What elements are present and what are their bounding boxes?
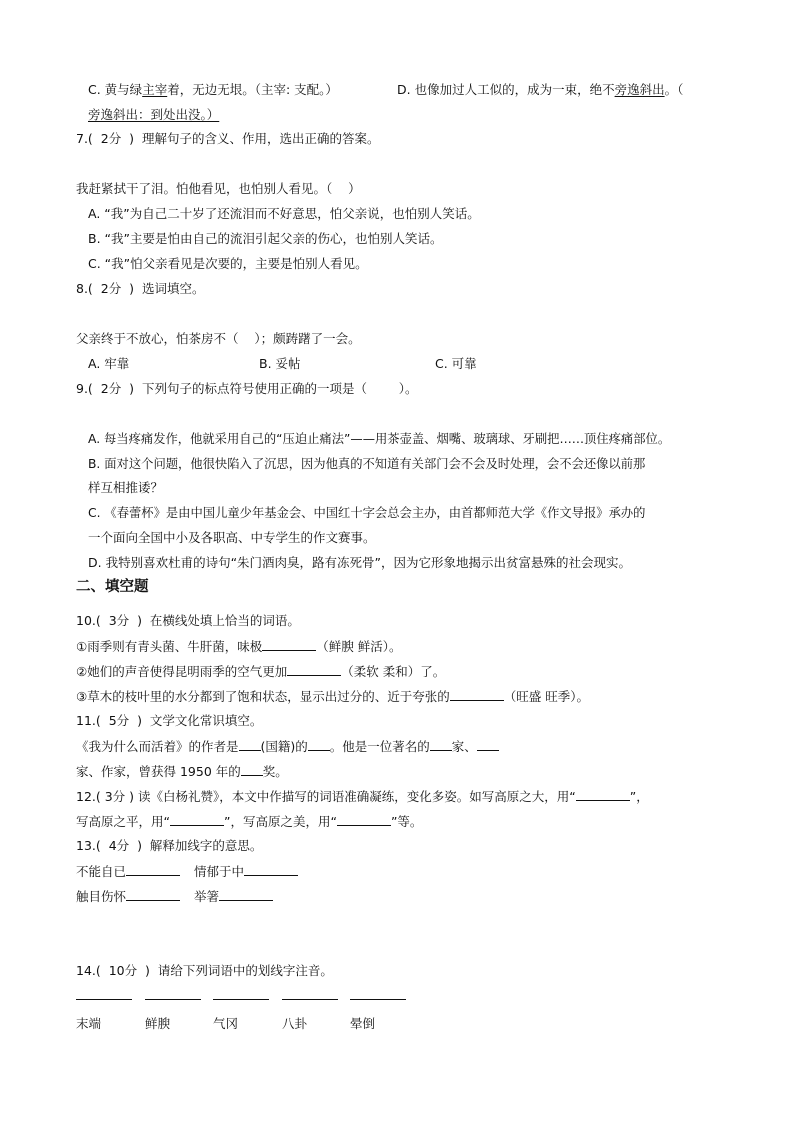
- q8-option-b: B. 妥帖: [259, 356, 301, 371]
- q11-line-2: 家、作家，曾获得 1950 年的 奖。: [76, 764, 288, 779]
- q14-pinyin-blank-2[interactable]: [145, 999, 201, 1000]
- section-fill-in-title: 二、填空题: [76, 579, 149, 595]
- q10-blank-2[interactable]: [287, 663, 341, 676]
- q11-blank-field-2[interactable]: [477, 738, 499, 751]
- q8-option-c: C. 可靠: [435, 356, 477, 371]
- q8-sentence: 父亲终于不放心，怕茶房不（ ）；颇踌躇了一会。: [76, 331, 361, 346]
- q10-item-3: ③草木的枝叶里的水分都到了饱和状态，显示出过分的、近于夸张的 （旺盛 旺季）。: [76, 689, 589, 704]
- q9-option-a: A. 每当疼痛发作，他就采用自己的“压迫止痛法”——用茶壶盖、烟嘴、玻璃球、牙刷把……顶住疼痛部位。: [88, 432, 671, 446]
- q13-blank-1[interactable]: [126, 863, 180, 876]
- q7-sentence: 我赶紧拭干了泪。怕他看见，也怕别人看见。（ ）: [76, 181, 361, 196]
- q10-item-2: ②她们的声音使得昆明雨季的空气更加 （柔软 柔和）了。: [76, 664, 446, 679]
- q6-option-c: C. 黄与绿主宰着，无边无垠。（主宰: 支配。）: [88, 82, 338, 97]
- q12-blank-2[interactable]: [170, 813, 224, 826]
- q11-blank-field-1[interactable]: [430, 738, 452, 751]
- q8-option-a: A. 牢靠: [88, 356, 130, 371]
- q9-option-c-continued: 一个面向全国中小及各职高、中专学生的作文赛事。: [88, 530, 376, 545]
- q10-blank-3[interactable]: [450, 688, 504, 701]
- q7-option-b: B. “我”主要是怕由自己的流泪引起父亲的伤心，也怕别人笑话。: [88, 231, 443, 246]
- q14-pinyin-blank-3[interactable]: [213, 999, 269, 1000]
- q12-stem: 12.( 3分 ) 读《白杨礼赞》，本文中作描写的词语准确凝练，变化多姿。如写高原之大，用“ ”，: [76, 789, 649, 804]
- q12-line-2: 写高原之平，用“ ”，写高原之美，用“ ”等。: [76, 814, 423, 829]
- q12-blank-3[interactable]: [337, 813, 391, 826]
- q14-pinyin-blank-1[interactable]: [76, 999, 132, 1000]
- q13-blank-3[interactable]: [126, 888, 180, 901]
- q14-word-3: 气冈: [213, 1016, 239, 1031]
- q7-stem: 7.( 2分 ) 理解句子的含义、作用，选出正确的答案。: [76, 131, 380, 146]
- q14-word-4: 八卦: [282, 1016, 308, 1031]
- q9-stem: 9.( 2分 ) 下列句子的标点符号使用正确的一项是（ ）。: [76, 381, 418, 396]
- q9-option-d: D. 我特别喜欢杜甫的诗句“朱门酒肉臭，路有冻死骨”，因为它形象地揭示出贫富悬殊的社会现实。: [88, 555, 632, 570]
- q14-word-5: 晕倒: [350, 1016, 376, 1031]
- q9-option-c: C. 《春蕾杯》是由中国儿童少年基金会、中国红十字会总会主办，由首都师范大学《作文导报》承办的: [88, 506, 646, 520]
- q14-word-1: 末端: [76, 1016, 102, 1031]
- q6-option-d: D. 也像加过人工似的，成为一束，绝不旁逸斜出。（: [397, 82, 684, 97]
- q13-stem: 13.( 4分 ) 解释加线字的意思。: [76, 838, 263, 853]
- q13-blank-2[interactable]: [244, 863, 298, 876]
- q9-option-b: B. 面对这个问题，他很快陷入了沉思，因为他真的不知道有关部门会不会及时处理，会不会还像以前那: [88, 457, 646, 471]
- q11-blank-prize[interactable]: [241, 763, 263, 776]
- q14-word-2: 鲜腴: [145, 1016, 171, 1031]
- q7-option-a: A. “我”为自己二十岁了还流泪而不好意思，怕父亲说，也怕别人笑话。: [88, 206, 480, 221]
- q8-stem: 8.( 2分 ) 选词填空。: [76, 281, 205, 296]
- q6-option-d-continued: 旁逸斜出：到处出没。）: [88, 107, 220, 122]
- q10-blank-1[interactable]: [262, 638, 316, 651]
- q11-blank-author[interactable]: [239, 738, 261, 751]
- q14-pinyin-blank-4[interactable]: [282, 999, 338, 1000]
- q10-item-1: ①雨季则有青头菌、牛肝菌，味极 （鲜腴 鲜活）。: [76, 639, 402, 654]
- q11-blank-name[interactable]: [308, 738, 330, 751]
- q14-stem: 14.( 10分 ) 请给下列词语中的划线字注音。: [76, 963, 333, 978]
- q13-row-1: 不能自已 情郁于中: [76, 863, 298, 880]
- q12-blank-1[interactable]: [576, 788, 630, 801]
- q14-pinyin-blank-5[interactable]: [350, 999, 406, 1000]
- q13-row-2: 触目伤怀 举箸: [76, 888, 273, 905]
- q9-option-b-continued: 样互相推诿？: [88, 480, 164, 495]
- q7-option-c: C. “我”怕父亲看见是次要的，主要是怕别人看见。: [88, 256, 368, 271]
- q11-stem: 11.( 5分 ) 文学文化常识填空。: [76, 713, 263, 728]
- q13-blank-4[interactable]: [219, 888, 273, 901]
- q10-stem: 10.( 3分 ) 在横线处填上恰当的词语。: [76, 613, 300, 628]
- q11-line-1: 《我为什么而活着》的作者是 (国籍)的 。他是一位著名的 家、: [76, 738, 499, 755]
